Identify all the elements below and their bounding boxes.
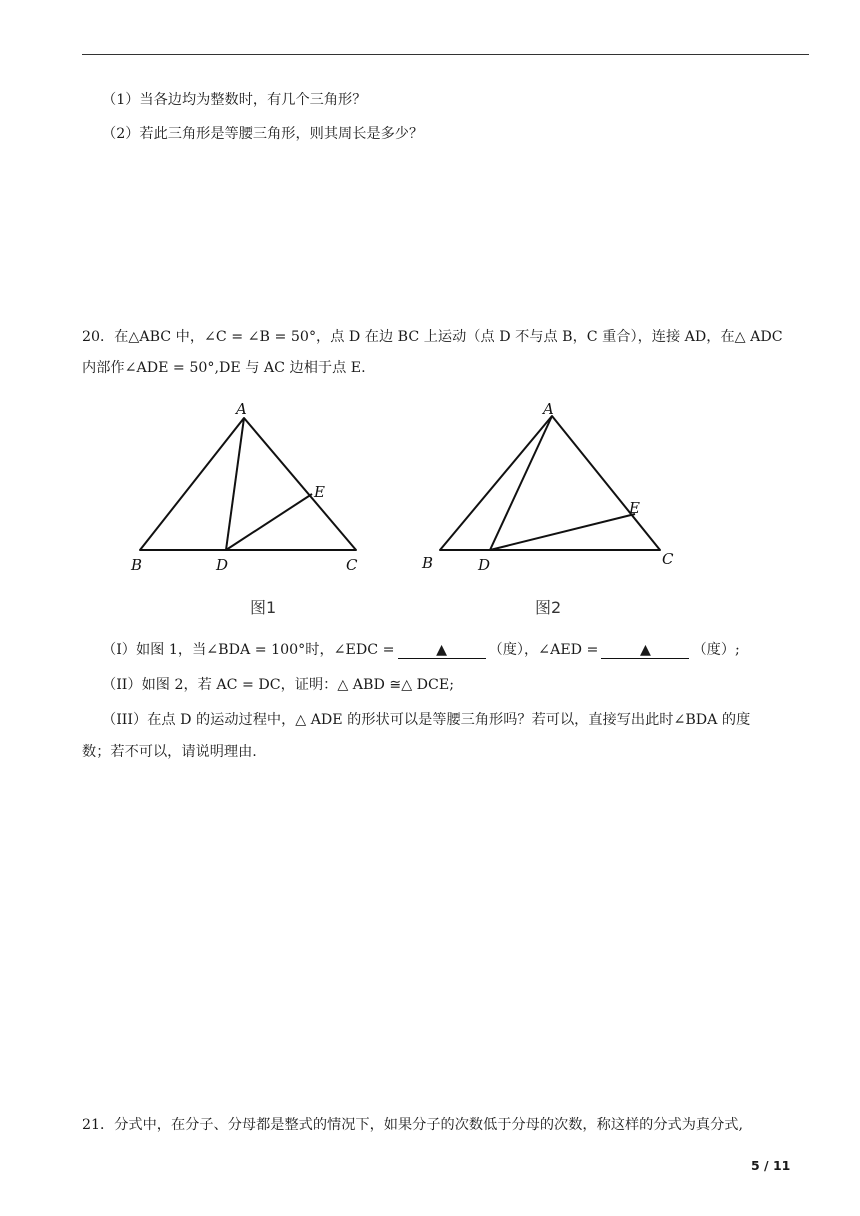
q20-stem-line1: 20．在△ABC 中，∠C = ∠B = 50°，点 D 在边 BC 上运动（点 D 不与点 B，C 重合），连接 AD，在△ ADC	[82, 329, 783, 345]
q20-part3-line1: （III）在点 D 的运动过程中，△ ADE 的形状可以是等腰三角形吗？若可以，直接写出此时∠BDA 的度	[102, 712, 751, 728]
fig2-label-c: C	[662, 550, 674, 568]
segment-de	[490, 514, 635, 550]
fig1-label-c: C	[346, 556, 358, 574]
fig1-label-d: D	[216, 556, 229, 574]
q19-part1: （1）当各边均为整数时，有几个三角形？	[102, 92, 367, 108]
header-rule	[82, 54, 809, 55]
q20-part1-middle: （度），∠AED =	[488, 642, 599, 658]
figure-1	[120, 396, 380, 586]
fig1-label-a: A	[236, 400, 247, 418]
fig2-label-e: E	[629, 499, 640, 517]
q19-part2: （2）若此三角形是等腰三角形，则其周长是多少？	[102, 126, 424, 142]
answer-blank-aed[interactable]: ▲	[601, 642, 689, 659]
answer-blank-edc[interactable]: ▲	[398, 642, 486, 659]
fig2-label-b: B	[422, 554, 434, 572]
q20-part1-prefix: （I）如图 1，当∠BDA = 100°时，∠EDC =	[102, 642, 395, 658]
segment-ad	[490, 416, 552, 550]
q20-part1	[102, 640, 740, 660]
fig1-label-b: B	[131, 556, 143, 574]
q20-stem-line2: 内部作∠ADE = 50°,DE 与 AC 边相于点 E.	[82, 360, 366, 376]
q20-part3-line2: 数；若不可以，请说明理由.	[82, 744, 257, 760]
q20-part2: （II）如图 2，若 AC = DC，证明：△ ABD ≅△ DCE;	[102, 677, 455, 693]
q20-part1-suffix: （度）;	[692, 642, 740, 658]
segment-de	[226, 494, 312, 550]
fig2-caption: 图2	[535, 598, 562, 617]
fig2-label-a: A	[543, 400, 554, 418]
page-number: 5 / 11	[751, 1158, 791, 1173]
fig2-label-d: D	[478, 556, 491, 574]
q21-stem-line1: 21．分式中，在分子、分母都是整式的情况下，如果分子的次数低于分母的次数，称这样的分式为真分式,	[82, 1117, 744, 1133]
triangle-abc	[440, 416, 660, 550]
fig1-label-e: E	[314, 483, 325, 501]
figure-2	[410, 396, 690, 586]
fig1-caption: 图1	[250, 598, 277, 617]
